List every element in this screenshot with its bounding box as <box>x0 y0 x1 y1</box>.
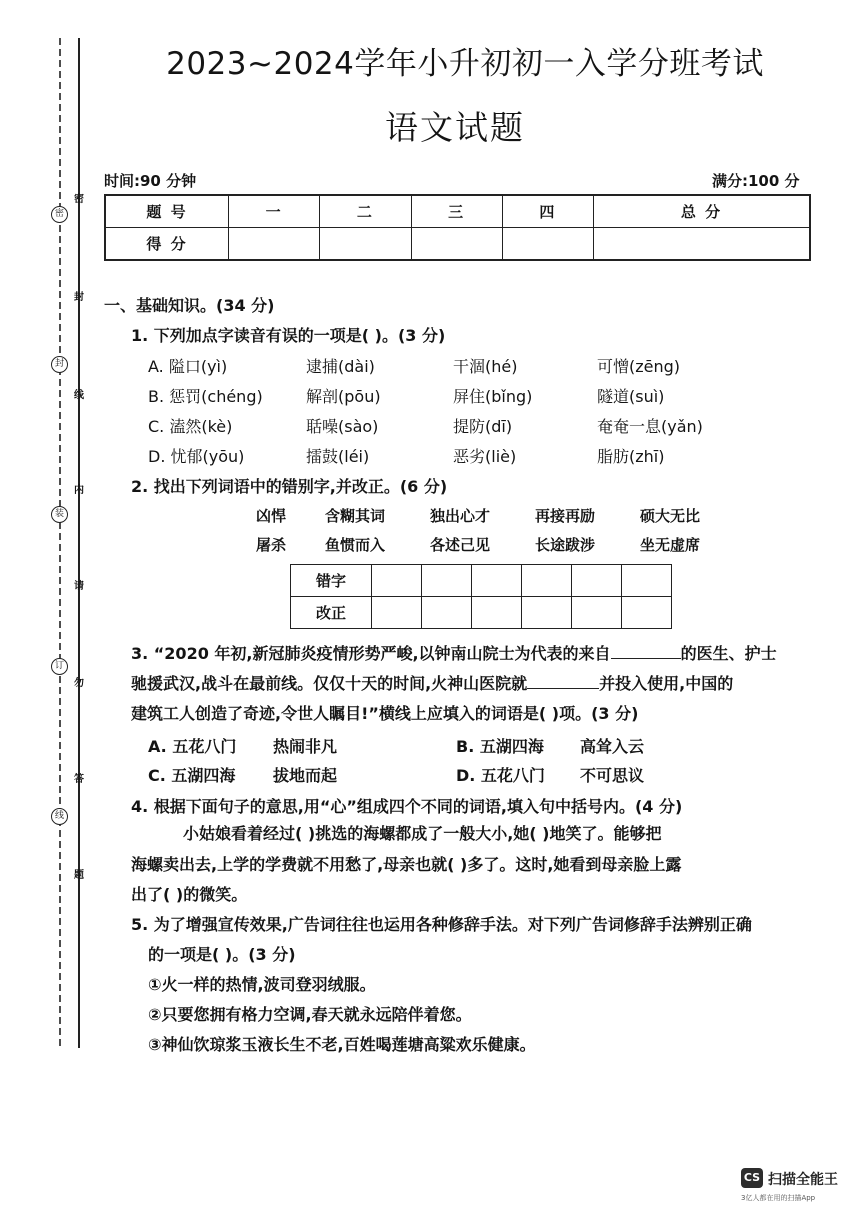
question-5-item: ②只要您拥有格力空调,春天就永远陪伴着您。 <box>148 1005 472 1024</box>
fill-blank[interactable] <box>611 658 681 659</box>
word-item: 凶悍 <box>256 507 287 525</box>
word-item: 再接再励 <box>535 507 596 525</box>
margin-label: 请 <box>74 581 84 592</box>
option-c: C. 五湖四海 <box>148 766 236 785</box>
score-table-header-row <box>105 195 810 228</box>
question-3-text: 并投入使用,中国的 <box>599 674 734 693</box>
question-5-item: ①火一样的热情,波司登羽绒服。 <box>148 975 376 994</box>
answer-cell[interactable] <box>622 565 672 597</box>
question-1-stem: 1. 下列加点字读音有误的一项是( )。(3 分) <box>131 326 446 345</box>
answer-cell[interactable] <box>572 565 622 597</box>
answer-cell[interactable] <box>372 597 422 629</box>
answer-cell[interactable] <box>422 565 472 597</box>
margin-label: 题 <box>74 870 84 881</box>
question-5-stem: 5. 为了增强宣传效果,广告词往往也运用各种修辞手法。对下列广告词修辞手法辨别正确 <box>131 915 752 934</box>
margin-label: 封 <box>74 292 84 303</box>
question-3-text: 的医生、护士 <box>680 644 777 663</box>
option-word: 聒噪(sào) <box>306 417 379 436</box>
option-d: D. 五花八门 <box>456 766 545 785</box>
option-a: A. 五花八门 <box>148 737 237 756</box>
score-table-cell: 三 <box>411 195 502 228</box>
margin-circle: 封 <box>51 356 68 373</box>
score-table-cell: 总 分 <box>594 195 811 228</box>
answer-cell[interactable] <box>622 597 672 629</box>
answer-cell[interactable] <box>472 565 522 597</box>
option-c-word: C. 溘然(kè) <box>148 417 233 436</box>
margin-label: 线 <box>74 390 84 401</box>
question-4-line: 海螺卖出去,上学的学费就不用愁了,母亲也就( )多了。这时,她看到母亲脸上露 <box>131 855 682 874</box>
option-word: 脂肪(zhī) <box>597 447 665 466</box>
option-word: 擂鼓(léi) <box>306 447 370 466</box>
score-table-cell: 得 分 <box>105 228 229 261</box>
question-3-text: 3. “2020 年初,新冠肺炎疫情形势严峻,以钟南山院士为代表的来自 <box>131 644 611 663</box>
question-5-stem: 的一项是( )。(3 分) <box>148 945 296 964</box>
margin-label: 勿 <box>74 678 84 689</box>
fill-blank[interactable] <box>527 688 599 689</box>
question-2-stem: 2. 找出下列词语中的错别字,并改正。(6 分) <box>131 477 448 496</box>
score-table-score-row <box>105 228 810 261</box>
option-word: 提防(dī) <box>453 417 513 436</box>
scanner-app-name: 扫描全能王 <box>768 1172 838 1188</box>
option-b-word: B. 惩罚(chéng) <box>148 387 263 406</box>
option-word: 逮捕(dài) <box>306 357 375 376</box>
word-item: 独出心才 <box>430 507 491 525</box>
score-table-cell: 四 <box>502 195 593 228</box>
question-5-item: ③神仙饮琼浆玉液长生不老,百姓喝莲塘高粱欢乐健康。 <box>148 1035 536 1054</box>
margin-label: 内 <box>74 485 84 496</box>
scanner-logo: CS <box>741 1168 763 1188</box>
answer-cell[interactable] <box>422 597 472 629</box>
word-item: 含糊其词 <box>325 507 386 525</box>
exam-subtitle: 语文试题 <box>385 108 525 147</box>
option-word: 奄奄一息(yǎn) <box>597 417 703 436</box>
word-item: 长途跋涉 <box>535 536 596 554</box>
margin-circle: 密 <box>51 206 68 223</box>
margin-circle: 订 <box>51 658 68 675</box>
margin-circle: 装 <box>51 506 68 523</box>
score-entry-cell[interactable] <box>229 228 320 261</box>
section-heading: 一、基础知识。(34 分) <box>104 296 275 315</box>
question-3-line <box>131 669 733 699</box>
correction-label: 错字 <box>291 565 372 597</box>
option-word: 隧道(suì) <box>597 387 665 406</box>
option-word: 解剖(pōu) <box>306 387 381 406</box>
answer-cell[interactable] <box>372 565 422 597</box>
exam-title: 2023~2024学年小升初初一入学分班考试 <box>166 46 764 82</box>
option-d-second: 不可思议 <box>580 766 645 785</box>
word-item: 各述己见 <box>430 536 491 554</box>
option-b-second: 高耸入云 <box>580 737 645 756</box>
exam-time: 时间:90 分钟 <box>104 172 197 190</box>
question-4-line: 小姑娘看着经过( )挑选的海螺都成了一般大小,她( )地笑了。能够把 <box>183 824 662 843</box>
answer-cell[interactable] <box>522 565 572 597</box>
answer-cell[interactable] <box>472 597 522 629</box>
option-word: 可憎(zēng) <box>597 357 681 376</box>
word-item: 鱼惯而入 <box>325 536 386 554</box>
score-entry-cell[interactable] <box>411 228 502 261</box>
word-item: 坐无虚席 <box>640 536 701 554</box>
margin-circle: 线 <box>51 808 68 825</box>
score-entry-cell[interactable] <box>320 228 411 261</box>
word-item: 屠杀 <box>256 536 287 554</box>
scanner-tagline: 3亿人都在用的扫描App <box>741 1194 816 1202</box>
score-table-cell: 一 <box>229 195 320 228</box>
full-score: 满分:100 分 <box>712 172 800 190</box>
word-item: 硕大无比 <box>640 507 701 525</box>
option-b: B. 五湖四海 <box>456 737 544 756</box>
option-a-word: A. 隘口(yì) <box>148 357 228 376</box>
option-d-word: D. 忧郁(yōu) <box>148 447 245 466</box>
correction-label: 改正 <box>291 597 372 629</box>
correction-row-wrong <box>291 565 672 597</box>
option-word: 屏住(bǐng) <box>453 387 533 406</box>
margin-label: 答 <box>74 774 84 785</box>
option-a-second: 热闹非凡 <box>273 737 338 756</box>
question-4-stem: 4. 根据下面句子的意思,用“心”组成四个不同的词语,填入句中括号内。(4 分) <box>131 797 683 816</box>
question-4-line: 出了( )的微笑。 <box>131 885 248 904</box>
score-table <box>104 194 811 261</box>
option-word: 干涸(hé) <box>453 357 518 376</box>
answer-cell[interactable] <box>572 597 622 629</box>
score-entry-cell[interactable] <box>502 228 593 261</box>
question-3-line <box>131 639 777 669</box>
score-table-cell: 题 号 <box>105 195 229 228</box>
correction-row-fixed <box>291 597 672 629</box>
question-3-line: 建筑工人创造了奇迹,令世人瞩目!”横线上应填入的词语是( )项。(3 分) <box>131 704 639 723</box>
answer-cell[interactable] <box>522 597 572 629</box>
score-table-cell: 二 <box>320 195 411 228</box>
score-entry-cell[interactable] <box>594 228 811 261</box>
question-3-text: 驰援武汉,战斗在最前线。仅仅十天的时间,火神山医院就 <box>131 674 528 693</box>
option-c-second: 拔地而起 <box>273 766 338 785</box>
correction-table <box>290 564 672 629</box>
margin-label: 密 <box>74 194 84 205</box>
option-word: 恶劣(liè) <box>453 447 517 466</box>
